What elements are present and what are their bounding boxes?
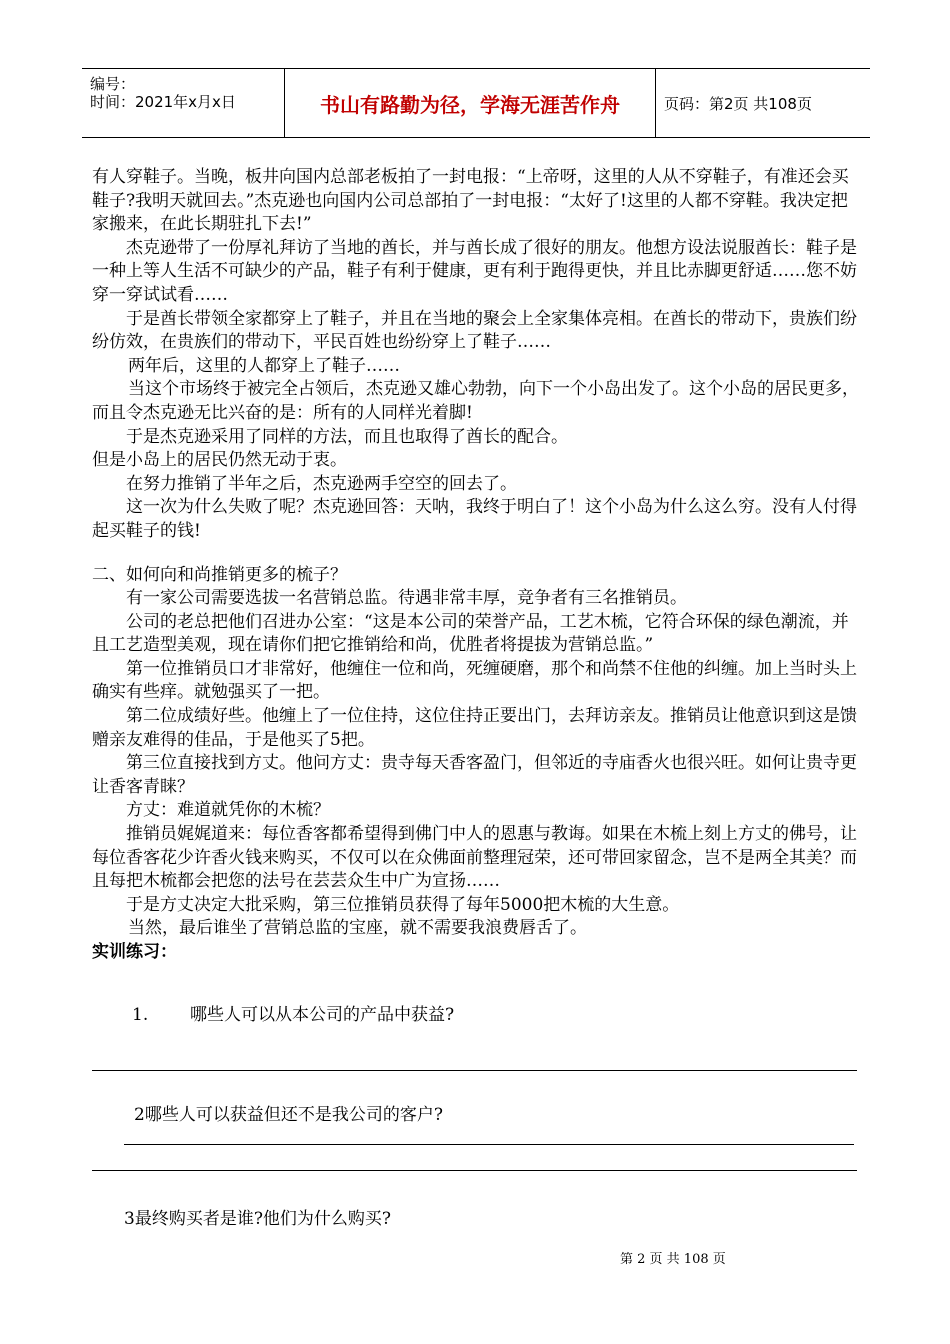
spacer [92, 544, 862, 564]
paragraph: 当这个市场终于被完全占领后，杰克逊又雄心勃勃，向下一个小岛出发了。这个小岛的居民更多，而且令杰克逊无比兴奋的是：所有的人同样光着脚! [92, 379, 859, 423]
answer-line [92, 1170, 857, 1171]
paragraph: 方丈：难道就凭你的木梳？ [126, 800, 330, 821]
header-divider [655, 69, 656, 137]
paragraph: 在努力推销了半年之后，杰克逊两手空空的回去了。 [126, 473, 517, 494]
document-body [92, 166, 862, 965]
paragraph: 公司的老总把他们召进办公室：“这是本公司的荣誉产品，工艺木梳，它符合环保的绿色潮流，并且工艺造型美观，现在请你们把它推销给和尚，优胜者将提拔为营销总监。” [92, 611, 849, 656]
paragraph: 但是小岛上的居民仍然无动于衷。 [92, 450, 347, 471]
paragraph: 第三位直接找到方丈。他问方丈：贵寺每天香客盈门，但邻近的寺庙香火也很兴旺。如何让贵寺更让香客青睐？ [92, 753, 857, 797]
paragraph: 杰克逊带了一份厚礼拜访了当地的酋长，并与酋长成了很好的朋友。他想方设法说服酋长：鞋子是一种上等人生活不可缺少的产品，鞋子有利于健康，更有利于跑得更快，并且比赤脚更舒适……您不妨穿一穿试试看…… [92, 237, 857, 305]
answer-line [124, 1144, 854, 1145]
header-page-info: 页码：第2页 共108页 [664, 95, 812, 113]
answer-line [92, 1070, 857, 1071]
paragraph: 第一位推销员口才非常好，他缠住一位和尚，死缠硬磨，那个和尚禁不住他的纠缠。加上当时头上确实有些痒。就勉强买了一把。 [92, 658, 857, 703]
exercise-question-3: 3最终购买者是谁?他们为什么购买? [124, 1209, 392, 1229]
paragraph: 于是杰克逊采用了同样的方法，而且也取得了酋长的配合。 [126, 426, 568, 447]
paragraph: 当然，最后谁坐了营销总监的宝座，就不需要我浪费唇舌了。 [128, 918, 587, 939]
paragraph: 有一家公司需要选拔一名营销总监。待遇非常丰厚，竞争者有三名推销员。 [126, 588, 687, 609]
paragraph: 于是酋长带领全家都穿上了鞋子，并且在当地的聚会上全家集体亮相。在酋长的带动下，贵族们纷纷仿效，在贵族们的带动下，平民百姓也纷纷穿上了鞋子…… [92, 308, 857, 353]
exercise-heading: 实训练习： [92, 942, 177, 962]
paragraph: 第二位成绩好些。他缠上了一位住持，这位住持正要出门，去拜访亲友。推销员让他意识到这是馈赠亲友难得的佳品，于是他买了5把。 [92, 706, 857, 750]
page-footer: 第 2 页 共 108 页 [620, 1252, 726, 1267]
header-motto: 书山有路勤为径，学海无涯苦作舟 [320, 92, 620, 117]
paragraph: 两年后，这里的人都穿上了鞋子…… [128, 355, 400, 376]
paragraph: 这一次为什么失败了呢？杰克逊回答：天呐，我终于明白了！这个小岛为什么这么穷。没有人付得起买鞋子的钱! [92, 497, 857, 541]
header-meta [82, 69, 284, 137]
question-number: 1. [132, 1005, 149, 1025]
header-time-label: 时间：2021年x月x日 [90, 93, 236, 111]
exercise-question-1 [132, 1000, 454, 1025]
header-number-label: 编号： [90, 75, 136, 93]
page-header [82, 68, 870, 138]
section-heading: 二、如何向和尚推销更多的梳子？ [92, 564, 347, 585]
paragraph: 于是方丈决定大批采购，第三位推销员获得了每年5000把木梳的大生意。 [126, 894, 680, 915]
paragraph: 推销员娓娓道来：每位香客都希望得到佛门中人的恩惠与教诲。如果在木梳上刻上方丈的佛号，让每位香客花少许香火钱来购买，不仅可以在众佛面前整理冠荣，还可带回家留念，岂不是两全其美？而且每把木梳都会把您的法号在芸芸众生中广为宣扬…… [92, 824, 857, 892]
paragraph: 有人穿鞋子。当晚，板井向国内总部老板拍了一封电报：“上帝呀，这里的人从不穿鞋子，有准还会买鞋子?我明天就回去。”杰克逊也向国内公司总部拍了一封电报：“太好了!这里的人都不穿鞋。我决定把家搬来，在此长期驻扎下去!” [92, 167, 849, 235]
exercise-question-2: 2哪些人可以获益但还不是我公司的客户? [134, 1105, 443, 1125]
question-text: 哪些人可以从本公司的产品中获益? [190, 1005, 455, 1025]
